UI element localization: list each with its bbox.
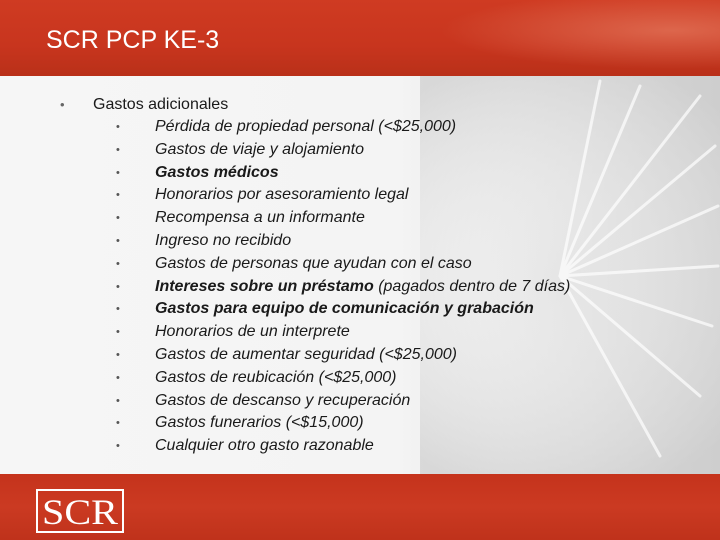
bullet-icon: • <box>116 394 120 407</box>
emphasis-text: Intereses sobre un préstamo <box>155 277 374 295</box>
list-item-text <box>155 300 534 318</box>
bullet-icon: • <box>116 303 120 316</box>
list-item-text <box>155 164 279 182</box>
plain-text: Gastos de descanso y recuperación <box>155 391 411 409</box>
section-heading: Gastos adicionales <box>93 96 229 113</box>
plain-text: Pérdida de propiedad personal (<$25,000) <box>155 118 457 135</box>
bullet-icon: • <box>116 280 120 293</box>
list-item-text <box>155 437 374 455</box>
footer-bar <box>0 474 720 540</box>
emphasis-text: Gastos para equipo de comunicación y grabación <box>155 300 534 318</box>
bullet-icon: • <box>116 440 120 453</box>
title-bar-highlight <box>400 0 720 76</box>
list-item-text <box>155 323 350 341</box>
logo-text: SCR <box>42 492 118 531</box>
bullet-icon: • <box>116 189 120 202</box>
bullet-icon: • <box>116 234 120 247</box>
plain-text: (pagados dentro de 7 días) <box>373 277 571 295</box>
plain-text: Gastos de viaje y alojamiento <box>155 140 364 158</box>
plain-text: Gastos de aumentar seguridad (<$25,000) <box>155 345 457 363</box>
logo-graphic <box>38 491 122 531</box>
plain-text: Gastos de reubicación (<$25,000) <box>155 368 397 386</box>
list-item-text <box>155 278 570 296</box>
list-item-text <box>155 346 457 364</box>
bullet-icon: • <box>116 143 120 156</box>
plain-text: Ingreso no recibido <box>155 231 292 249</box>
list-item-text <box>155 118 456 136</box>
plain-text: Recompensa a un informante <box>155 209 365 227</box>
plain-text: Gastos funerarios (<$15,000) <box>155 414 364 432</box>
bullet-icon: • <box>116 121 120 133</box>
bullet-icon: • <box>116 257 120 270</box>
list-item-text <box>155 392 410 410</box>
emphasis-text: Gastos médicos <box>155 163 279 181</box>
bullet-icon: • <box>116 417 120 430</box>
list-item-text <box>155 369 396 387</box>
list-item-text <box>155 255 472 273</box>
list-item-text <box>155 232 291 250</box>
content-area <box>0 76 720 474</box>
bullet-icon: • <box>60 97 65 112</box>
title-bar <box>0 0 720 76</box>
plain-text: Cualquier otro gasto razonable <box>155 437 374 455</box>
plain-text: Gastos de personas que ayudan con el caso <box>155 254 472 272</box>
bullet-icon: • <box>116 326 120 339</box>
plain-text: Honorarios por asesoramiento legal <box>155 186 409 204</box>
bullet-icon: • <box>116 348 120 361</box>
list-item-text <box>155 209 365 227</box>
bullet-icon: • <box>116 371 120 384</box>
list-item-text <box>155 186 408 204</box>
plain-text: Honorarios de un interprete <box>155 323 350 341</box>
scr-logo <box>36 489 124 533</box>
bullet-icon: • <box>116 212 120 225</box>
list-item-text <box>155 141 364 159</box>
list-item-text <box>155 414 364 432</box>
slide-title: SCR PCP KE-3 <box>46 26 220 54</box>
bullet-icon: • <box>116 166 120 179</box>
